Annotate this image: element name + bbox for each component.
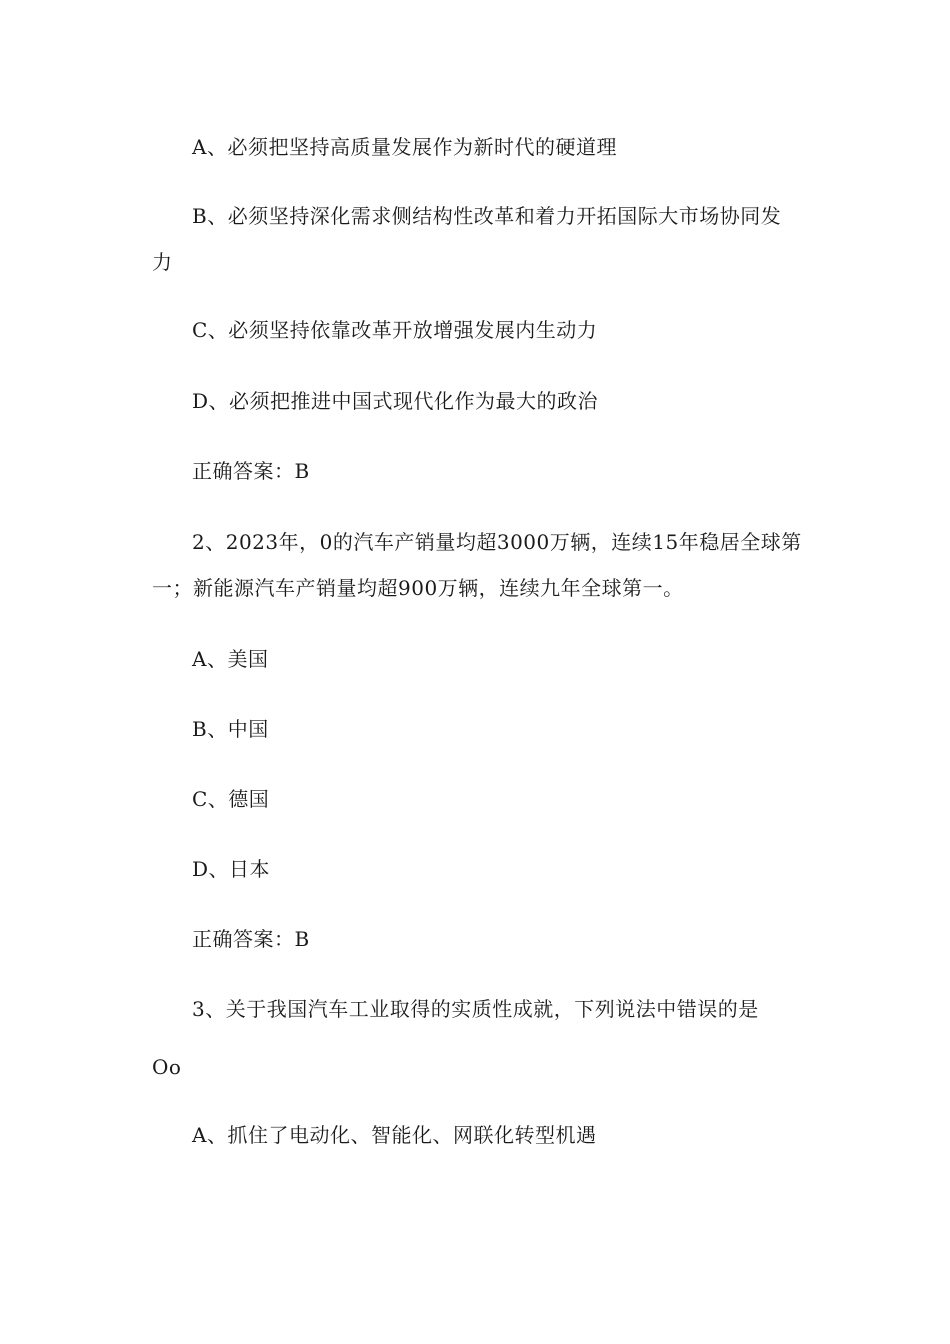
q2-option-a: A、美国 [192,647,269,671]
q1-option-c: C、必须坚持依靠改革开放增强发展内生动力 [192,318,598,342]
q2-stem-line1: 2、2023年，0的汽车产销量均超3000万辆，连续15年稳居全球第 [192,530,802,554]
q1-answer: 正确答案：B [192,459,310,483]
q3-option-a: A、抓住了电动化、智能化、网联化转型机遇 [192,1123,597,1147]
q1-option-b-line1: B、必须坚持深化需求侧结构性改革和着力开拓国际大市场协同发 [192,204,782,228]
q2-option-c: C、德国 [192,787,270,811]
q1-option-d: D、必须把推进中国式现代化作为最大的政治 [192,389,599,413]
q2-answer: 正确答案：B [192,927,310,951]
q2-stem-line2: 一；新能源汽车产销量均超900万辆，连续九年全球第一。 [152,576,684,600]
q2-option-b: B、中国 [192,717,269,741]
q1-option-a: A、必须把坚持高质量发展作为新时代的硬道理 [192,135,617,159]
q3-stem-line2: Oo [152,1055,182,1079]
q1-option-b-line2: 力 [152,250,173,274]
q3-stem-line1: 3、关于我国汽车工业取得的实质性成就，下列说法中错误的是 [192,997,759,1021]
q2-option-d: D、日本 [192,857,271,881]
